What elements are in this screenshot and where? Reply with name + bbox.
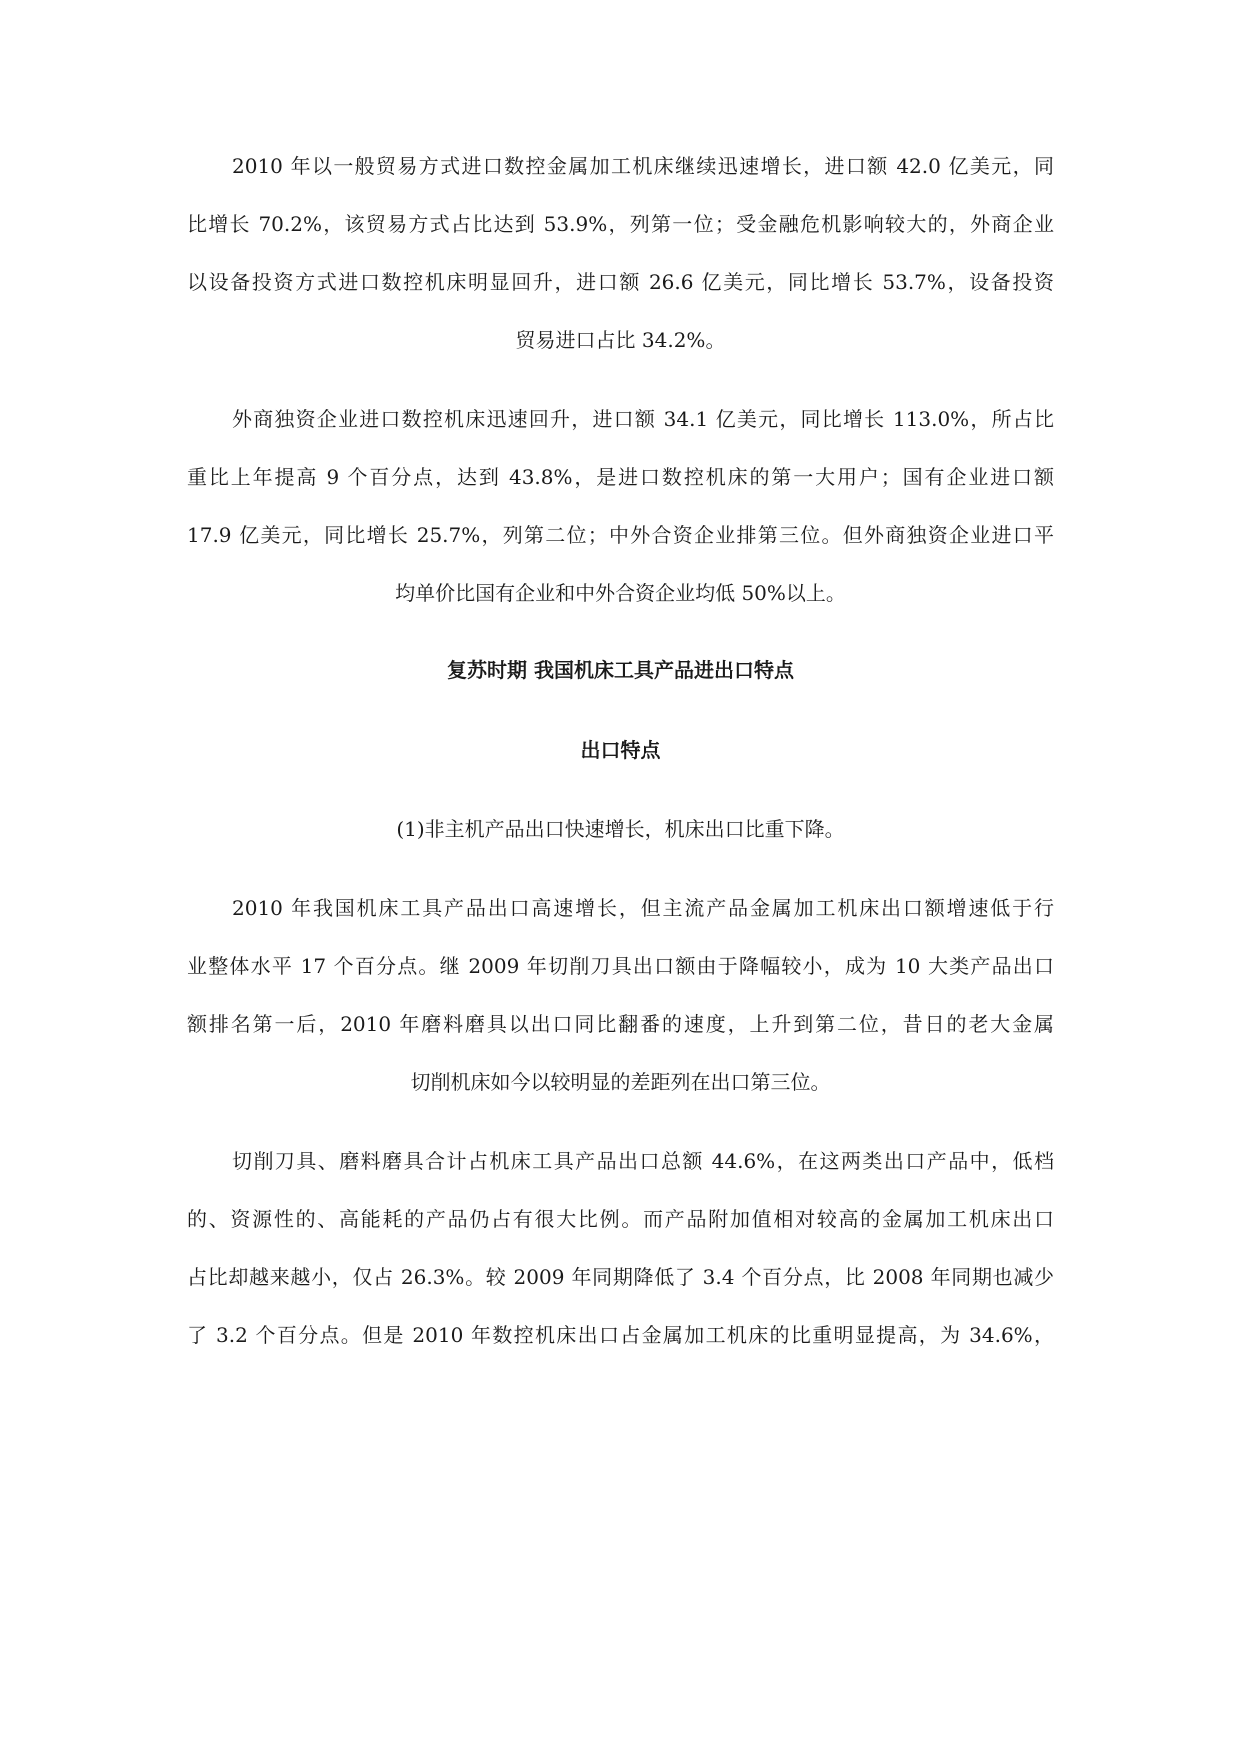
subsection-heading: 出口特点 xyxy=(580,738,661,762)
paragraph-line: 的、资源性的、高能耗的产品仍占有很大比例。而产品附加值相对较高的金属加工机床出口 xyxy=(187,1207,1054,1231)
paragraph-line: 重比上年提高 9 个百分点，达到 43.8%，是进口数控机床的第一大用户；国有企业进口额 xyxy=(187,465,1054,489)
paragraph-line: 贸易进口占比 34.2%。 xyxy=(515,328,726,352)
paragraph-line: 额排名第一后，2010 年磨料磨具以出口同比翻番的速度，上升到第二位，昔日的老大金属 xyxy=(187,1012,1054,1036)
paragraph-line: 17.9 亿美元，同比增长 25.7%，列第二位；中外合资企业排第三位。但外商独资企业进口平 xyxy=(187,523,1054,547)
paragraph-line: 了 3.2 个百分点。但是 2010 年数控机床出口占金属加工机床的比重明显提高，为 34.6%， xyxy=(187,1323,1054,1347)
paragraph-line: 业整体水平 17 个百分点。继 2009 年切削刀具出口额由于降幅较小，成为 10 大类产品出口 xyxy=(187,954,1054,978)
paragraph-line: 2010 年以一般贸易方式进口数控金属加工机床继续迅速增长，进口额 42.0 亿美元，同 xyxy=(232,154,1054,178)
paragraph-line: 外商独资企业进口数控机床迅速回升，进口额 34.1 亿美元，同比增长 113.0%，所占比 xyxy=(232,407,1054,431)
paragraph-line: 切削刀具、磨料磨具合计占机床工具产品出口总额 44.6%，在这两类出口产品中，低档 xyxy=(232,1149,1054,1173)
paragraph-line: 2010 年我国机床工具产品出口高速增长，但主流产品金属加工机床出口额增速低于行 xyxy=(232,896,1054,920)
paragraph-line: 切削机床如今以较明显的差距列在出口第三位。 xyxy=(410,1070,831,1094)
section-heading: 复苏时期 我国机床工具产品进出口特点 xyxy=(447,658,794,682)
paragraph-line: 占比却越来越小，仅占 26.3%。较 2009 年同期降低了 3.4 个百分点，比 2008 年同期也减少 xyxy=(187,1265,1054,1289)
point-heading: (1)非主机产品出口快速增长，机床出口比重下降。 xyxy=(396,817,845,841)
paragraph-line: 比增长 70.2%，该贸易方式占比达到 53.9%，列第一位；受金融危机影响较大的，外商企业 xyxy=(187,212,1054,236)
paragraph-line: 均单价比国有企业和中外合资企业均低 50%以上。 xyxy=(395,581,846,605)
paragraph-line: 以设备投资方式进口数控机床明显回升，进口额 26.6 亿美元，同比增长 53.7%，设备投资 xyxy=(187,270,1054,294)
